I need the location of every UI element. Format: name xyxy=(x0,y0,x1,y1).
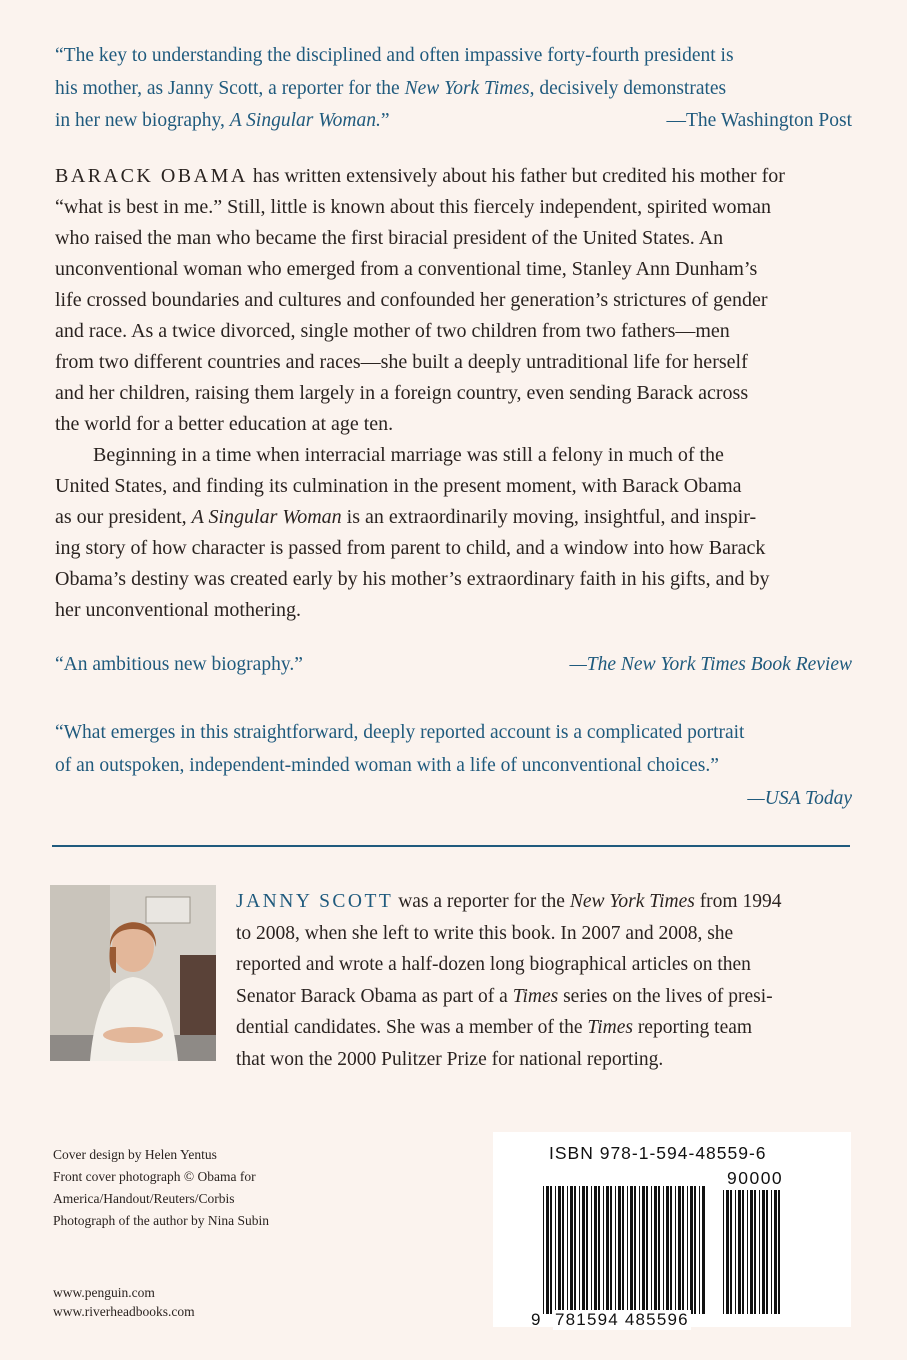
barcode-bar xyxy=(615,1186,616,1314)
barcode-bar xyxy=(771,1190,772,1314)
barcode-bar xyxy=(766,1190,768,1314)
barcode-bar xyxy=(670,1186,672,1314)
barcode-bar xyxy=(594,1186,597,1314)
barcode-bar xyxy=(586,1186,588,1314)
bio-line: dential candidates. She was a member of the Times reporting team xyxy=(236,1017,753,1038)
quote-attribution: —USA Today xyxy=(747,788,852,809)
description-line: and her children, raising them largely in a foreign country, even sending Barack across xyxy=(55,382,749,404)
barcode-bar xyxy=(562,1186,564,1314)
quote-line: “The key to understanding the disciplined and often impassive forty-fourth president is xyxy=(55,45,734,66)
barcode-digits: 781594 485596 xyxy=(555,1310,689,1329)
description-line: as our president, A Singular Woman is an extraordinarily moving, insightful, and inspir- xyxy=(55,506,757,528)
author-bio: JANNY SCOTT was a reporter for the New York Times from 1994 to 2008, when she left to write this book. In 2007 and 2008, she reported and wrote a half-dozen long biographical articles on then Senator Barack Obama as part of a Times series on the lives of presi- dential candidates. She was a member of the Times reporting team that won the 2000 Pulitzer Prize for national reporting. xyxy=(236,886,856,1075)
barcode-bar xyxy=(762,1190,765,1314)
bio-line: Senator Barack Obama as part of a Times series on the lives of presi- xyxy=(236,985,773,1007)
barcode-bar xyxy=(678,1186,681,1314)
book-title: A Singular Woman xyxy=(191,506,342,528)
barcode-bar xyxy=(754,1190,756,1314)
description-line: her unconventional mothering. xyxy=(55,599,302,621)
barcode-bar xyxy=(666,1186,669,1314)
description-line: and race. As a twice divorced, single mother of two children from two fathers—men xyxy=(55,320,730,342)
credit-line: America/Handout/Reuters/Corbis xyxy=(53,1191,235,1206)
barcode-bar xyxy=(606,1186,609,1314)
author-photo xyxy=(50,885,216,1061)
description-line: the world for a better education at age ten. xyxy=(55,413,394,435)
quote-text: “An ambitious new biography.” xyxy=(55,654,303,675)
barcode-bar xyxy=(651,1186,652,1314)
description-line: from two different countries and races—she built a deeply untraditional life for herself xyxy=(55,351,748,373)
description-line: Obama’s destiny was created early by his mother’s extraordinary faith in his gifts, and by xyxy=(55,568,770,590)
quote-line: of an outspoken, independent-minded woman with a life of unconventional choices.” xyxy=(55,755,719,776)
book-title: A Singular Woman. xyxy=(229,110,381,131)
barcode-bar xyxy=(627,1186,628,1314)
barcode-bar xyxy=(735,1190,736,1314)
quote-attribution: —The New York Times Book Review xyxy=(569,654,852,675)
description-line: Beginning in a time when interracial marriage was still a felony in much of the xyxy=(93,444,724,466)
bio-line: that won the 2000 Pulitzer Prize for national reporting. xyxy=(236,1048,664,1070)
barcode-bar xyxy=(750,1190,753,1314)
barcode-bar xyxy=(682,1186,684,1314)
barcode-bar xyxy=(570,1186,573,1314)
credit-line: Photograph of the author by Nina Subin xyxy=(53,1213,269,1228)
quote-washington-post xyxy=(55,40,852,138)
barcode-bars xyxy=(543,1186,705,1314)
description-line: life crossed boundaries and cultures and confounded her generation’s strictures of gender xyxy=(55,289,768,311)
barcode-bar xyxy=(759,1190,760,1314)
barcode-bar xyxy=(687,1186,688,1314)
publisher-urls xyxy=(53,1283,195,1321)
description-line: ing story of how character is passed from parent to child, and a window into how Barack xyxy=(55,537,766,559)
barcode-bar xyxy=(642,1186,645,1314)
description-line: unconventional woman who emerged from a conventional time, Stanley Ann Dunham’s xyxy=(55,258,758,280)
book-description: BARACK OBAMA has written extensively about his father but credited his mother for “what is best in me.” Still, little is known about this fiercely independent, spirited woman who raised the man who became the first biracial president of the United States. An unconventional woman who emerged from a conventional time, Stanley Ann Dunham’s life crossed boundaries and cultures and confounded her generation’s strictures of gender and race. As a twice divorced, single mother of two children from two fathers—men from two different countries and races—she built a deeply untraditional life for herself and her children, raising them largely in a foreign country, even sending Barack across the world for a better education at age ten. Beginning in a time when interracial marriage was still a felony in much of the United States, and finding its culmination in the present moment, with Barack Obama as our president, A Singular Woman is an extraordinarily moving, insightful, and inspir- ing story of how character is passed from parent to child, and a window into how Barack Obama’s destiny was created early by his mother’s extraordinary faith in his gifts, and by her unconventional mothering. xyxy=(55,161,852,626)
lead-caps: BARACK OBAMA xyxy=(55,165,248,187)
barcode-bar xyxy=(690,1186,693,1314)
description-line: “what is best in me.” Still, little is known about this fiercely independent, spirited woman xyxy=(55,196,771,218)
barcode-bar xyxy=(591,1186,592,1314)
description-line: United States, and finding its culmination in the present moment, with Barack Obama xyxy=(55,475,742,497)
barcode-bar xyxy=(738,1190,741,1314)
quote-nyt-book-review xyxy=(55,654,852,676)
credit-line: Cover design by Helen Yentus xyxy=(53,1147,217,1162)
barcode-bar xyxy=(694,1186,696,1314)
barcode-bar xyxy=(558,1186,561,1314)
barcode-bar xyxy=(579,1186,580,1314)
barcode-bar xyxy=(630,1186,633,1314)
barcode-bar xyxy=(774,1190,777,1314)
quote-line: his mother, as Janny Scott, a reporter for the New York Times, decisively demonstrates xyxy=(55,77,727,99)
addon-barcode-bars xyxy=(723,1190,783,1314)
barcode-first-digit: 9 xyxy=(531,1310,541,1329)
credit-line: Front cover photograph © Obama for xyxy=(53,1169,256,1184)
url-riverhead: www.riverheadbooks.com xyxy=(53,1304,195,1319)
url-penguin: www.penguin.com xyxy=(53,1285,155,1300)
barcode-bar xyxy=(658,1186,660,1314)
quote-attribution: —The Washington Post xyxy=(666,110,852,131)
barcode-bar xyxy=(574,1186,576,1314)
barcode-bar xyxy=(747,1190,748,1314)
barcode-bar xyxy=(618,1186,621,1314)
barcode-bar xyxy=(726,1190,729,1314)
isbn-label: ISBN 978-1-594-48559-6 xyxy=(549,1143,767,1163)
barcode-bar xyxy=(598,1186,600,1314)
barcode-bar xyxy=(702,1186,705,1314)
barcode-bar xyxy=(555,1186,556,1314)
barcode-bar xyxy=(654,1186,657,1314)
barcode-bar xyxy=(634,1186,636,1314)
barcode-bar xyxy=(723,1190,724,1314)
barcode-bar xyxy=(603,1186,604,1314)
barcode-bar xyxy=(582,1186,585,1314)
barcode-bar xyxy=(610,1186,612,1314)
isbn-barcode xyxy=(493,1132,851,1327)
barcode-bar xyxy=(663,1186,664,1314)
author-photo-image xyxy=(50,885,216,1061)
barcode-bar xyxy=(639,1186,640,1314)
author-name: JANNY SCOTT xyxy=(236,891,394,912)
barcode-bar xyxy=(730,1190,732,1314)
barcode-bar xyxy=(646,1186,648,1314)
barcode-bar xyxy=(567,1186,568,1314)
barcode-bar xyxy=(550,1186,552,1314)
price-code: 90000 xyxy=(727,1168,784,1188)
divider-rule xyxy=(52,845,850,847)
barcode-bar xyxy=(778,1190,780,1314)
barcode-bar xyxy=(543,1186,544,1314)
quote-usa-today xyxy=(55,716,852,815)
quote-line: in her new biography, A Singular Woman.” —The Washington Post xyxy=(55,110,852,131)
barcode-bar xyxy=(742,1190,744,1314)
bio-line: to 2008, when she left to write this book. In 2007 and 2008, she xyxy=(236,922,734,944)
bio-line: reported and wrote a half-dozen long biographical articles on then xyxy=(236,954,751,975)
publication-name: New York Times xyxy=(404,77,530,99)
barcode-bar xyxy=(675,1186,676,1314)
cover-credits xyxy=(53,1144,269,1232)
barcode-bar xyxy=(546,1186,549,1314)
barcode-bar xyxy=(699,1186,700,1314)
barcode-bar xyxy=(622,1186,624,1314)
description-line: who raised the man who became the first biracial president of the United States. An xyxy=(55,227,724,249)
quote-line: “What emerges in this straightforward, deeply reported account is a complicated portrait xyxy=(55,722,745,743)
